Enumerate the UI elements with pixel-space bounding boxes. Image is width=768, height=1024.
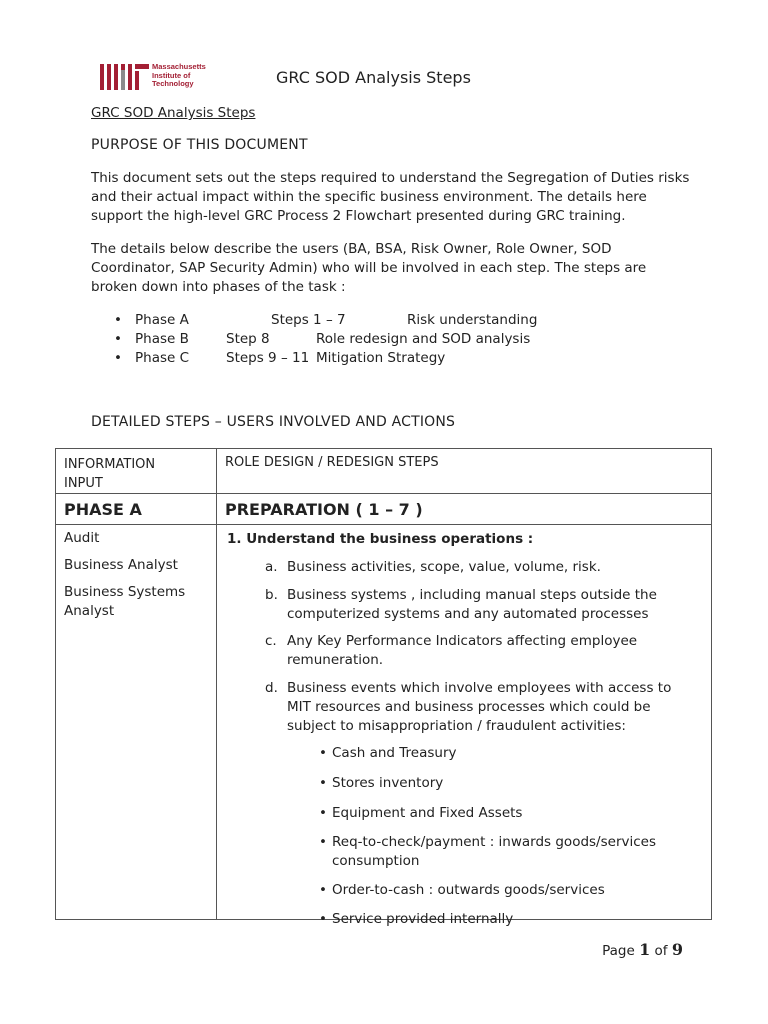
page-number [602, 940, 683, 959]
sub-item-letter: c. [265, 633, 277, 649]
list-item [114, 312, 674, 331]
purpose-paragraph: This document sets out the steps required to understand the Segregation of Duties risks and their actual impact within the specific business environment. The details here support the high-level GRC Process 2 Flowchart presented during GRC training. [91, 170, 690, 224]
event-label: Service provided internally [332, 911, 514, 927]
column-header-information-input: INFORMATION INPUT [64, 457, 156, 491]
phase-name: Phase A [135, 312, 189, 328]
sub-item-text: Business activities, scope, value, volume, risk. [287, 559, 601, 575]
sub-item-text: Business systems , including manual steps outside the computerized systems and any automated processes [287, 587, 657, 622]
phase-name: Phase C [135, 350, 190, 366]
event-label: Req-to-check/payment : inwards goods/services consumption [332, 834, 656, 869]
list-item [114, 331, 674, 350]
list-item [319, 910, 679, 929]
phase-desc: Risk understanding [407, 312, 538, 328]
total-pages: 9 [671, 940, 683, 959]
phase-steps: Steps 9 – 11 [226, 350, 310, 366]
mit-logo [100, 62, 150, 92]
document-subtitle: GRC SOD Analysis Steps [91, 105, 256, 121]
sub-item-text: Business events which involve employees with access to MIT resources and business processes which could be subject to misappropriation / fraudulent activities: [287, 680, 672, 734]
bullet-icon: • [319, 911, 327, 927]
bullet-icon: • [319, 882, 327, 898]
table-row [56, 525, 712, 920]
purpose-heading: PURPOSE OF THIS DOCUMENT [91, 137, 308, 153]
mit-logo-text [152, 63, 206, 89]
sub-item-letter: b. [265, 587, 278, 603]
sub-item-text: Any Key Performance Indicators affecting employee remuneration. [287, 633, 638, 668]
bullet-icon: • [114, 350, 122, 366]
logo-line: Technology [152, 79, 194, 88]
users-paragraph: The details below describe the users (BA, BSA, Risk Owner, Role Owner, SOD Coordinator, SAP Security Admin) who will be involved in each step. The steps are broken down into phases of the task : [91, 241, 647, 295]
phase-steps: Steps 1 – 7 [271, 312, 346, 328]
document-header-title: GRC SOD Analysis Steps [276, 68, 471, 87]
bullet-icon: • [319, 745, 327, 761]
detailed-steps-heading: DETAILED STEPS – USERS INVOLVED AND ACTIONS [91, 414, 456, 430]
phase-label: PHASE A [64, 500, 142, 519]
sub-item-letter: a. [265, 559, 278, 575]
phase-desc: Role redesign and SOD analysis [316, 331, 531, 347]
business-events-list [319, 744, 679, 929]
page-word: Page [602, 943, 635, 959]
event-label: Equipment and Fixed Assets [332, 805, 523, 821]
list-item [319, 744, 679, 763]
bullet-icon: • [319, 834, 327, 850]
phase-row [56, 494, 712, 525]
list-item [319, 774, 679, 793]
column-header-role-design: ROLE DESIGN / REDESIGN STEPS [225, 455, 439, 470]
information-inputs [56, 525, 216, 621]
list-item [319, 804, 679, 823]
step-1-heading: 1. Understand the business operations : [227, 531, 534, 547]
bullet-icon: • [114, 331, 122, 347]
logo-line: Massachusetts [152, 62, 206, 71]
steps-table [55, 448, 712, 927]
phase-desc: Mitigation Strategy [316, 350, 446, 366]
input-audit: Audit [64, 530, 100, 546]
input-business-systems-analyst: Business Systems Analyst [64, 584, 186, 619]
event-label: Order-to-cash : outwards goods/services [332, 882, 605, 898]
bullet-icon: • [114, 312, 122, 328]
list-item [114, 350, 674, 369]
bullet-icon: • [319, 805, 327, 821]
input-business-analyst: Business Analyst [64, 557, 178, 573]
event-label: Stores inventory [332, 775, 444, 791]
sub-item-letter: d. [265, 680, 278, 696]
event-label: Cash and Treasury [332, 745, 457, 761]
list-item [319, 833, 677, 871]
of-word: of [654, 943, 668, 959]
bullet-icon: • [319, 775, 327, 791]
list-item [319, 881, 679, 900]
phase-steps: Step 8 [226, 331, 270, 347]
current-page: 1 [639, 940, 651, 959]
phase-title: PREPARATION ( 1 – 7 ) [225, 500, 423, 519]
mit-logo-mark-icon [100, 62, 150, 92]
phase-name: Phase B [135, 331, 189, 347]
table-header-row [56, 449, 712, 494]
logo-line: Institute of [152, 70, 191, 80]
phase-list [114, 312, 674, 369]
